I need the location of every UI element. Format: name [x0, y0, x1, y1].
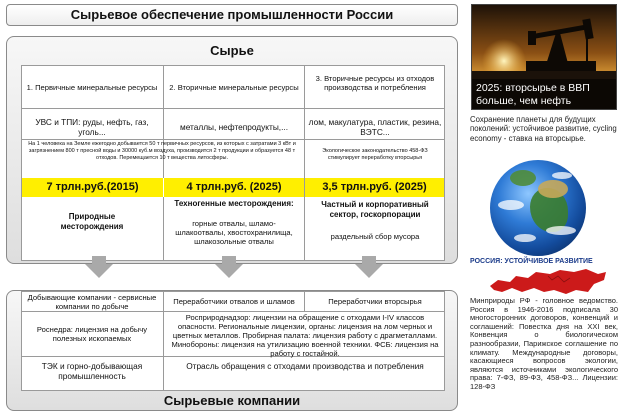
col1-bottom: Природные месторождения — [60, 212, 124, 231]
russia-label: РОССИЯ: УСТОЙЧИВОЕ РАЗВИТИЕ — [470, 258, 593, 265]
russia-map-icon — [488, 266, 608, 298]
col3-examples: лом, макулатура, пластик, резина, ВЭТС... — [308, 117, 442, 137]
page-title: Сырьевое обеспечение промышленности России — [6, 4, 458, 26]
col1-examples: УВС и ТПИ: руды, нефть, газ, уголь... — [35, 117, 149, 137]
col2-value: 4 трлн.руб. (2025) — [164, 178, 304, 197]
col3-heading: 3. Вторичные ресурсы из отходов производства и потребления — [315, 74, 435, 92]
companies-row3-left: ТЭК и горно-добывающая промышленность — [41, 361, 143, 381]
col3-value: 3,5 трлн.руб. (2025) — [305, 178, 444, 197]
col2-bottom-sub: горные отвалы, шламо- шлакоотвалы, хвостохранилища, шлакозольные отвалы — [175, 219, 293, 246]
arrow-down-2-head — [215, 264, 243, 278]
syrye-panel-title: Сырье — [210, 43, 254, 58]
earth-globe-image — [490, 160, 586, 256]
companies-panel-title: Сырьевые компании — [163, 393, 301, 408]
photo-caption: 2025: вторсырье в ВВП больше, чем нефть — [472, 79, 616, 110]
companies-row3-right: Отрасль обращения с отходами производства и потребления — [186, 361, 424, 371]
col1-heading: 1. Первичные минеральные ресурсы — [26, 83, 158, 92]
col1-note: На 1 человека на Земле ежегодно добывается 50 т первичных ресурсов, из которых с затратами 3 кВт и загрязнением 800 т пресной воды и 30000 куб.м воздуха, производится 2 т продукции и образуется 48 т отходов. Перемещается 10 т вещества литосферы. — [28, 141, 296, 161]
arrow-down-1-head — [85, 264, 113, 278]
companies-panel — [6, 290, 458, 411]
col2-examples: металлы, нефтепродукты,... — [179, 122, 289, 132]
companies-row1-col3: Переработчики вторсырья — [328, 297, 422, 306]
col2-heading: 2. Вторичные минеральные ресурсы — [169, 83, 299, 92]
col2-bottom: Техногенные месторождения: — [174, 199, 294, 208]
companies-row1-col1: Добывающие компании - сервисные компании по добыче — [27, 293, 157, 311]
col3-bottom-sub: раздельный сбор мусора — [330, 232, 420, 241]
companies-row1-col2: Переработчики отвалов и шламов — [173, 297, 295, 306]
sidebar-text-2: Минприроды РФ - головное ведомство. Россия в 1946-2016 подписала 30 многосторонних договоров, конвенций и соглашений: Повестка дня на XXI век, Конвенция о биологическом разнообразии, Парижское соглашение по климату. Международные договоры, касающиеся вопросов экологии, являются источниками экологического права: 7-ФЗ, 89-ФЗ, 458-ФЗ... Лицензии: 128-ФЗ — [470, 296, 618, 391]
col3-bottom: Частный и корпоративный сектор, госкорпорации — [321, 200, 429, 219]
oil-pump-photo — [471, 4, 617, 110]
sidebar-text-1: Сохранение планеты для будущих поколений: устойчивое развитие, cycling economy - ставка на вторсырье. — [470, 115, 617, 143]
col3-note: Экологическое законодательство 458-ФЗ стимулирует переработку вторсырья — [322, 148, 428, 161]
companies-row2-right: Росприроднадзор: лицензии на обращение с отходами I-IV классов опасности. Региональные лицензии, органы: лицензия на лом черных и цветных металлов. Пробирная палата: лицензия работу с драгметаллами. Минобороны: лицензия на утилизацию военной техники. ФСБ: лицензия на работу с гостайной. — [171, 313, 439, 358]
companies-row2-left: Роснедра: лицензия на добычу полезных ископаемых — [36, 325, 148, 343]
syrye-panel — [6, 36, 458, 264]
col1-value: 7 трлн.руб.(2015) — [22, 178, 163, 197]
arrow-down-3-head — [355, 264, 383, 278]
